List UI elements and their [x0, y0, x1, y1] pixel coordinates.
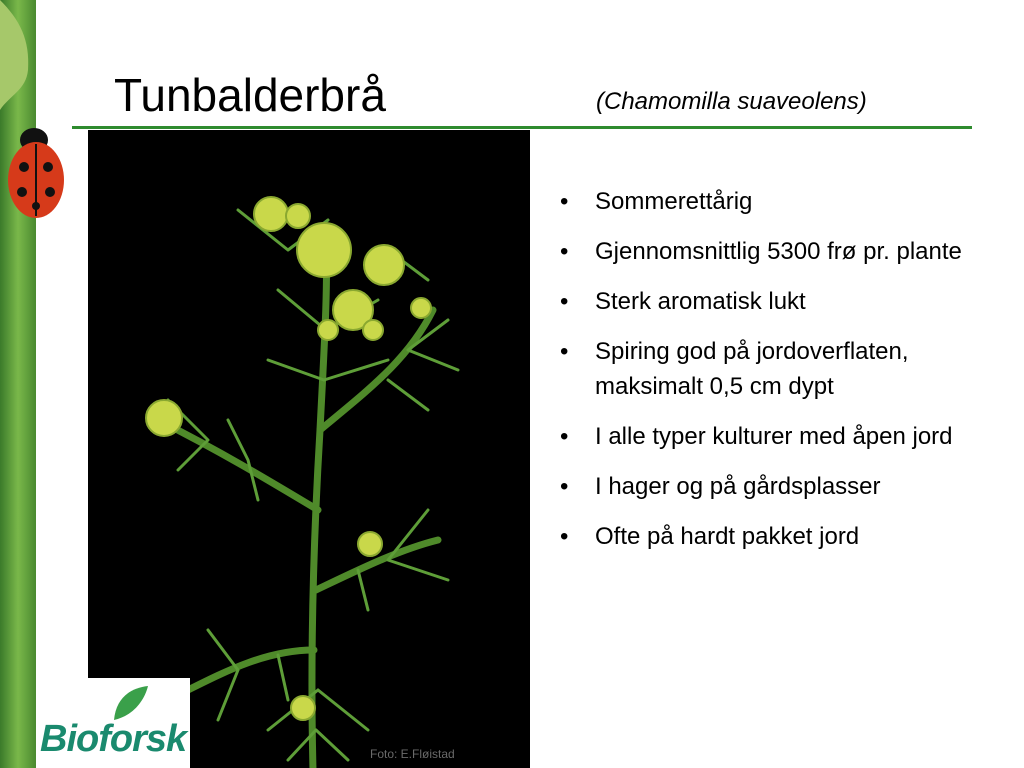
- list-item: [556, 284, 976, 319]
- bullet-dot: •: [560, 338, 569, 365]
- list-item: [556, 234, 976, 269]
- photo-credit: Foto: E.Fløistad: [370, 747, 455, 761]
- bullet-dot: •: [560, 288, 569, 315]
- bullet-dot: •: [560, 188, 569, 215]
- chamomile-plant-image: [88, 130, 530, 768]
- bullet-list: [556, 184, 976, 569]
- bioforsk-logo: [36, 678, 190, 768]
- latin-name: (Chamomilla suaveolens): [596, 88, 867, 115]
- list-item: [556, 184, 976, 219]
- list-item: [556, 334, 976, 404]
- list-item: [556, 419, 976, 454]
- plant-photo: [88, 130, 530, 768]
- title-divider: [72, 126, 972, 129]
- bullet-text: Sommerettårig: [595, 188, 753, 215]
- list-item: [556, 519, 976, 554]
- bullet-text: Ofte på hardt pakket jord: [595, 523, 860, 550]
- bullet-text: Spiring god på jordoverflaten, maksimalt 0,5 cm dypt: [595, 338, 909, 400]
- bullet-text: Sterk aromatisk lukt: [595, 288, 806, 315]
- bullet-dot: •: [560, 473, 569, 500]
- list-item: [556, 469, 976, 504]
- bullet-text: Gjennomsnittlig 5300 frø pr. plante: [595, 238, 962, 265]
- bullet-text: I hager og på gårdsplasser: [595, 473, 881, 500]
- bullet-dot: •: [560, 523, 569, 550]
- bullet-dot: •: [560, 423, 569, 450]
- logo-text: Bioforsk: [40, 718, 187, 760]
- bullet-dot: •: [560, 238, 569, 265]
- ladybug-icon: [0, 112, 70, 222]
- slide-title: Tunbalderbrå: [114, 69, 386, 121]
- bullet-text: I alle typer kulturer med åpen jord: [595, 423, 953, 450]
